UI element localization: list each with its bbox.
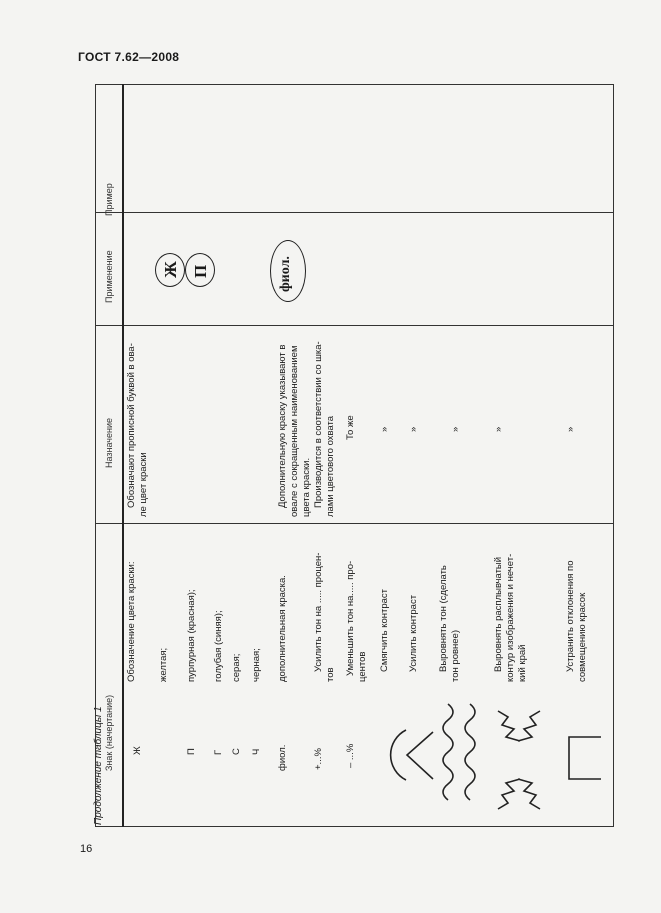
usage-extra-3: цвета краски. xyxy=(301,457,312,517)
oval-magenta-label: П xyxy=(191,264,210,278)
col-header-example: Пример xyxy=(104,183,114,216)
column-divider-usage xyxy=(95,212,614,213)
purpose-extra-color: дополнительная краска. xyxy=(277,575,288,682)
usage-colors-2: ле цвет краски xyxy=(138,452,149,517)
purpose-sharpen-3: кий край xyxy=(517,644,528,682)
usage-scale-2: лами цветового охвата xyxy=(325,415,336,517)
purpose-magenta: пурпурная (красная); xyxy=(186,589,197,682)
col-header-sign: Знак (начертание) xyxy=(104,694,114,771)
usage-colors-1: Обозначают прописной буквой в ова- xyxy=(126,343,137,508)
sign-ch: Ч xyxy=(251,748,262,755)
purpose-increase-contrast: Усилить контраст xyxy=(408,594,419,672)
col-header-usage: Применение xyxy=(104,250,114,303)
purpose-soften-contrast: Смягчить контраст xyxy=(379,588,390,672)
oval-yellow-label: Ж xyxy=(161,261,180,278)
even-tone-symbol xyxy=(440,700,480,812)
sharpen-contour-symbol xyxy=(490,705,548,815)
increase-contrast-symbol xyxy=(403,728,437,783)
usage-extra-1: Дополнительную краску указывают в xyxy=(277,344,288,508)
purpose-sharpen-1: Выровнять расплывчатый xyxy=(493,556,504,672)
oval-extra-color-label: фиол. xyxy=(278,256,293,292)
table-bottom-border xyxy=(95,826,614,827)
header-divider xyxy=(122,84,124,827)
purpose-decrease-tone-2: центов xyxy=(357,651,368,682)
purpose-increase-tone-1: Усилить тон на ..... процен- xyxy=(313,552,324,672)
table-caption: Продолжение таблицы 1 xyxy=(93,706,104,825)
sign-p: П xyxy=(186,748,197,755)
usage-ditto: » xyxy=(565,426,576,432)
purpose-sharpen-2: контур изображения и нечет- xyxy=(505,553,516,682)
sign-fiol: фиол. xyxy=(277,744,288,771)
page-number: 16 xyxy=(80,843,93,855)
document-header: ГОСТ 7.62—2008 xyxy=(78,50,180,64)
usage-ditto: » xyxy=(408,426,419,432)
column-divider-sign xyxy=(95,523,614,524)
usage-same: То же xyxy=(345,415,356,440)
table-top-border xyxy=(95,84,614,85)
purpose-yellow: желтая; xyxy=(158,647,169,682)
purpose-cyan: голубая (синяя); xyxy=(213,610,224,682)
usage-ditto: » xyxy=(379,426,390,432)
usage-ditto: » xyxy=(450,426,461,432)
sign-zh: Ж xyxy=(132,746,143,755)
col-header-purpose: Назначение xyxy=(104,417,114,468)
register-correction-symbol xyxy=(565,733,605,783)
purpose-even-tone-1: Выровнять тон (сделать xyxy=(438,565,449,672)
sign-g: Г xyxy=(213,749,224,755)
purpose-decrease-tone-1: Уменьшить тон на..... про- xyxy=(345,560,356,676)
purpose-colors-heading: Обозначение цвета краски: xyxy=(126,561,137,682)
sign-s: С xyxy=(231,748,242,755)
sign-minus-percent: – ...% xyxy=(345,743,356,768)
purpose-register-2: совмещению красок xyxy=(577,592,588,682)
column-divider-purpose xyxy=(95,325,614,326)
sign-plus-percent: +...% xyxy=(313,748,324,770)
purpose-even-tone-2: тон ровнее) xyxy=(450,629,461,682)
purpose-black: черная; xyxy=(251,648,262,682)
purpose-gray: серая; xyxy=(231,653,242,682)
usage-ditto: » xyxy=(493,426,504,432)
purpose-register-1: Устранить отклонения по xyxy=(565,560,576,672)
purpose-increase-tone-2: тов xyxy=(325,667,336,682)
usage-extra-2: овале с сокращенным наименованием xyxy=(289,345,300,517)
usage-scale-1: Производится в соответствии со шка- xyxy=(313,341,324,508)
